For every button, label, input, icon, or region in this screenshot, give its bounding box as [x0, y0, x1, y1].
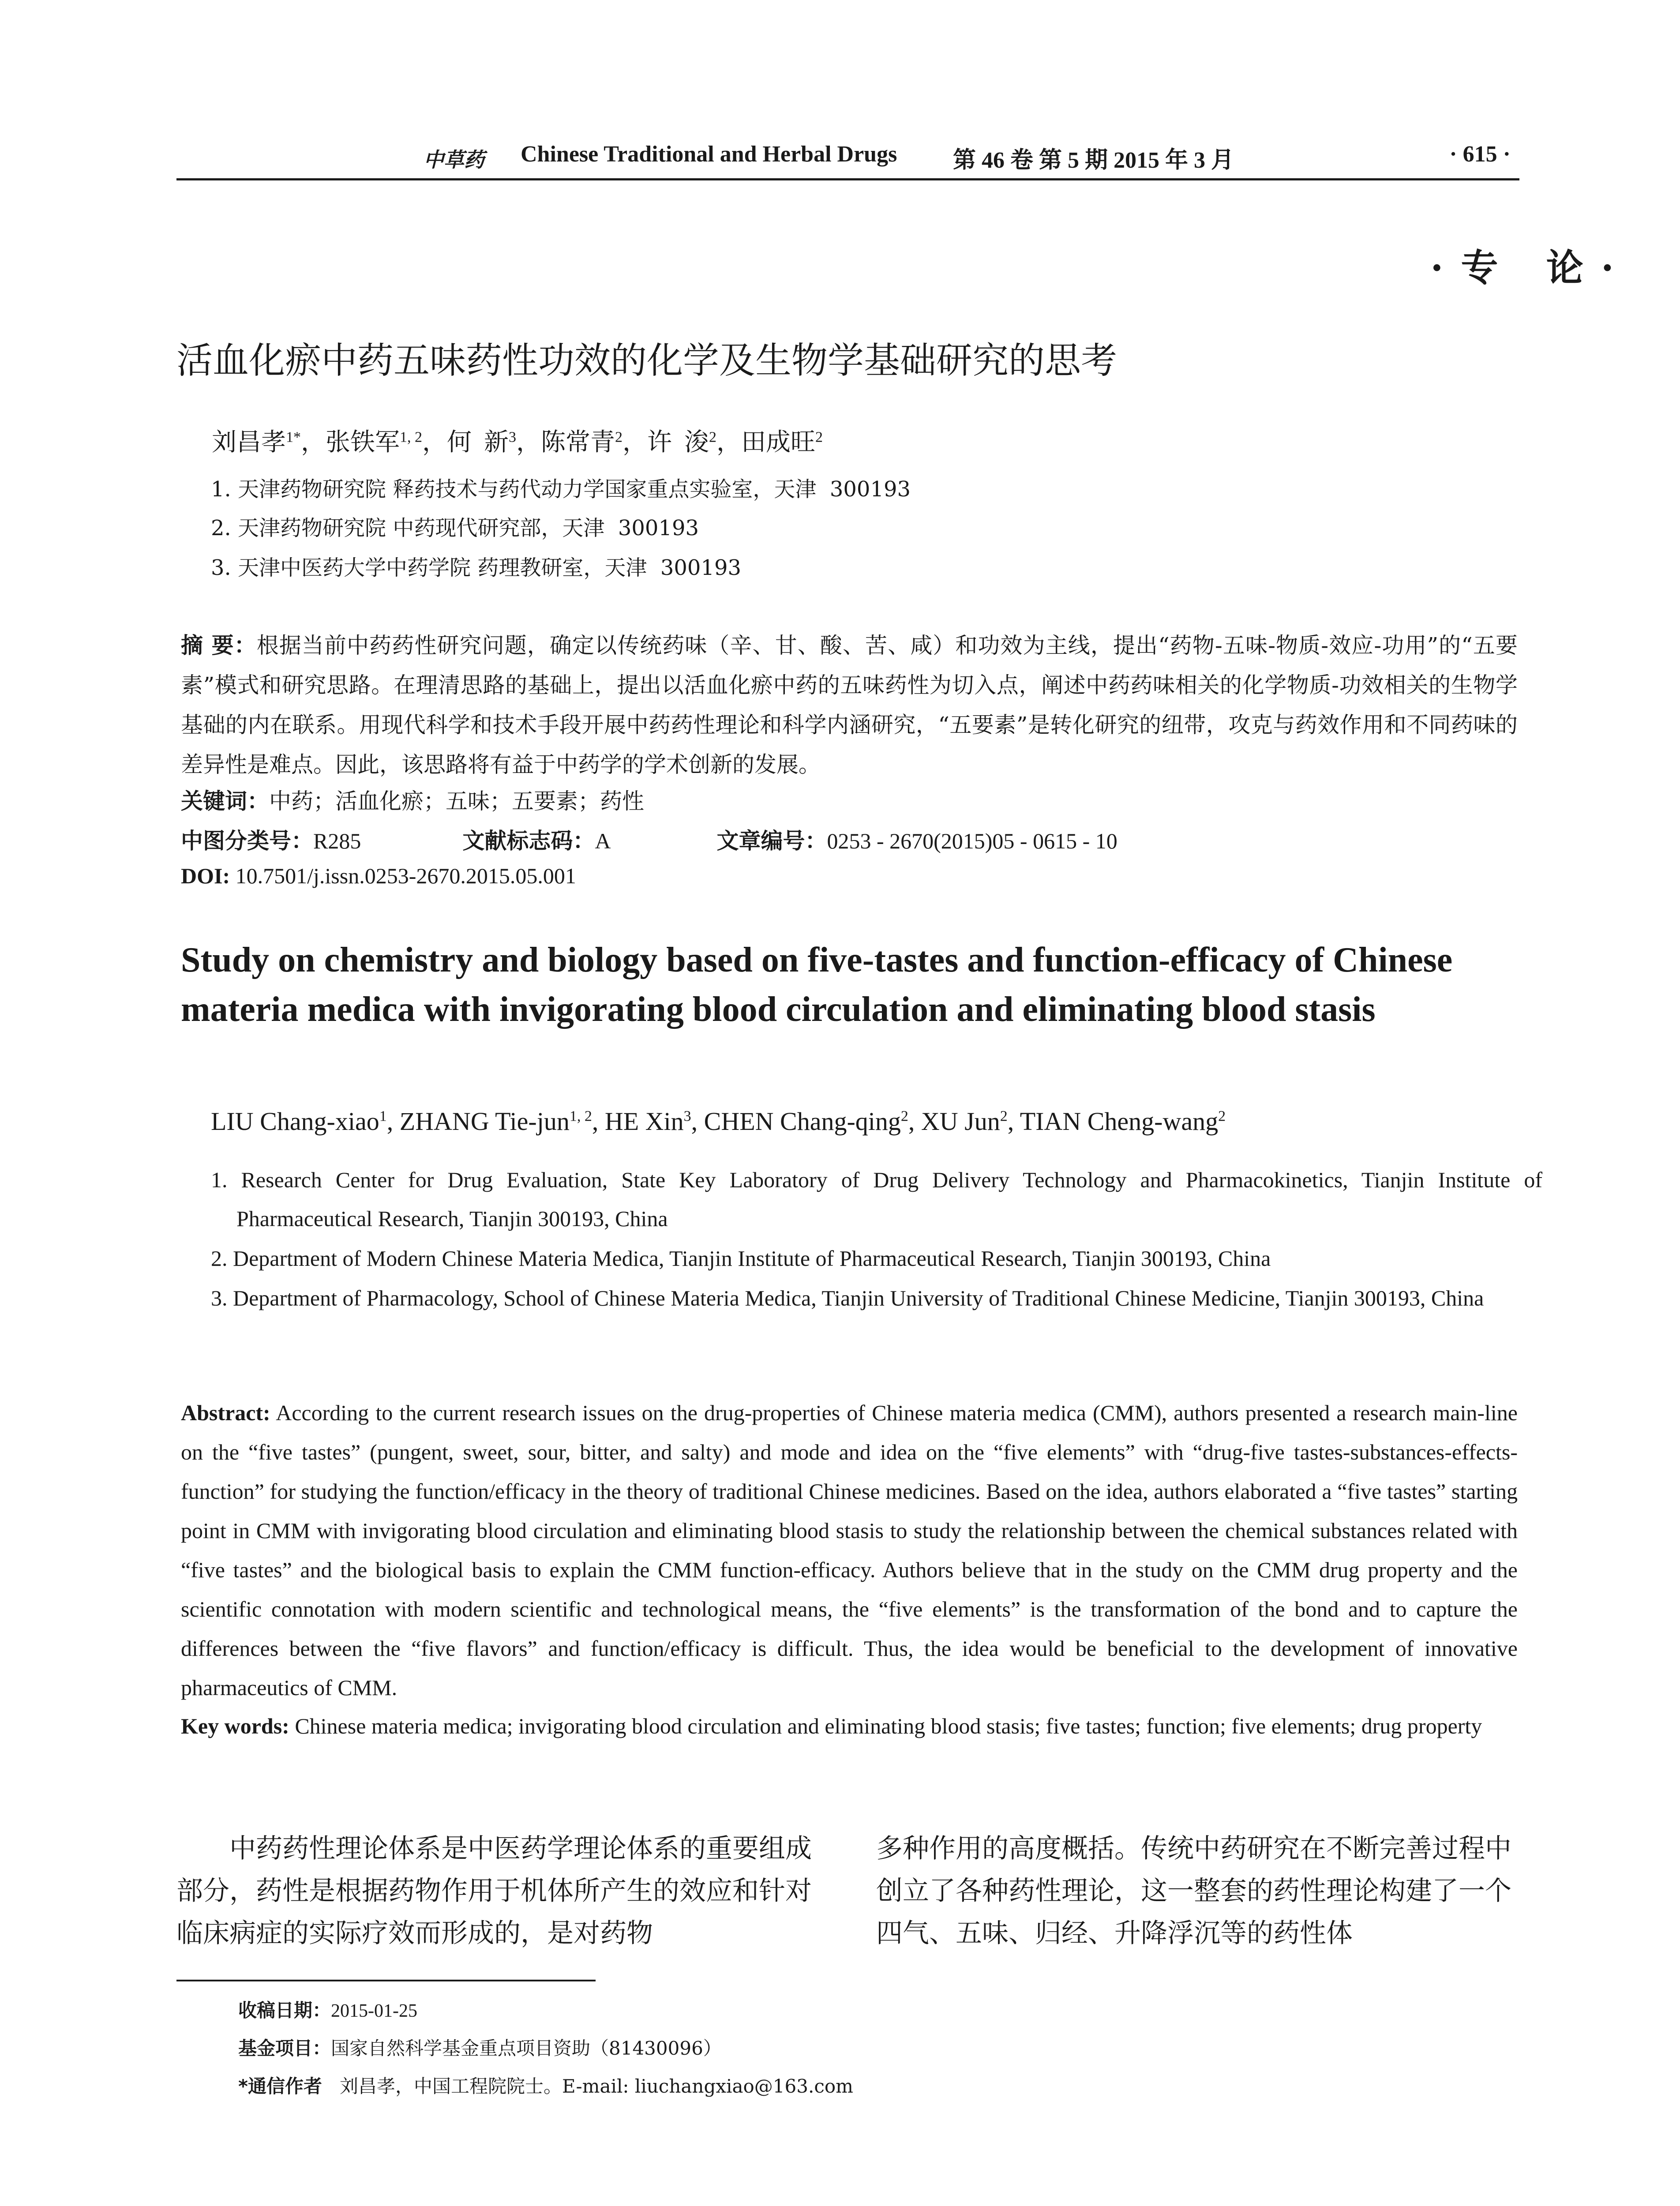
author-name: 许 浚 — [647, 429, 709, 456]
footnote-fund — [238, 2034, 722, 2060]
abstract-cn-text: 根据当前中药药性研究问题，确定以传统药味（辛、甘、酸、苦、咸）和功效为主线，提出“药物-五味-物质-效应-功用”的“五要素”模式和研究思路。在理清思路的基础上，提出以活血化瘀中药的五味药性为切入点，阐述中药药味相关的化学物质-功效相关的生物学基础的内在联系。用现代科学和技术手段开展中药药性理论和科学内涵研究，“五要素”是转化研究的纽带，攻克与药效作用和不同药味的差异性是难点。因此，该思路将有益于中药学的学术创新的发展。 — [181, 633, 1518, 777]
body-column-left: 中药药性理论体系是中医药学理论体系的重要组成部分，药性是根据药物作用于机体所产生的效应和针对临床病症的实际疗效而形成的，是对药物 — [176, 1834, 812, 1948]
abstract-en-text: According to the current research issues on the drug-properties of Chinese materia medica (CMM), authors presented a research main-line on the “five tastes” (pungent, sweet, sour, bitter, and salty) and mode and idea on the “five elements” with “drug-five tastes-substances-effects-function” for studying the function/efficacy in the theory of traditional Chinese medicines. Based on the idea, authors elaborated a “five tastes” starting point in CMM with invigorating blood circulation and eliminating blood stasis to study the relationship between the chemical substances related with “five tastes” and the biological basis to explain the CMM function-efficacy. Authors believe that in the study on the CMM drug property and the scientific connotation with modern scientific and technological means, the “five elements” is the transformation of the bond and to capture the differences between the “five flavors” and function/efficacy is difficult. Thus, the idea would be beneficial to the development of innovative pharmaceutics of CMM. — [181, 1400, 1518, 1700]
journal-name-en: Chinese Traditional and Herbal Drugs — [521, 142, 897, 167]
fund-label: 基金项目： — [238, 2037, 331, 2059]
received-date: 2015-01-25 — [331, 2001, 417, 2021]
keywords-en-text: Chinese materia medica; invigorating blood circulation and eliminating blood stasis; five tastes; function; five elements; drug property — [295, 1714, 1482, 1738]
author-name: 张铁军 — [326, 429, 400, 456]
fund-value: 国家自然科学基金重点项目资助（81430096） — [331, 2037, 722, 2059]
author-separator: , — [592, 1107, 605, 1136]
affiliation-cn-1: 1. 天津药物研究院 释药技术与药代动力学国家重点实验室，天津 300193 — [211, 477, 911, 502]
doc-code-label: 文献标志码： — [462, 828, 595, 854]
author-separator: , — [691, 1107, 704, 1136]
author-name: XU Jun — [921, 1107, 1000, 1136]
footnote-corresponding — [238, 2072, 853, 2098]
doi-row — [181, 863, 576, 889]
article-title-en: Study on chemistry and biology based on five-tastes and function-efficacy of Chinese materia medica with invigorating blood circulation and eliminating blood stasis — [181, 941, 1453, 1029]
author-separator: ， — [716, 429, 741, 456]
author-name: 刘昌孝 — [212, 429, 286, 456]
author-affiliation-mark: 3 — [683, 1108, 691, 1125]
corresponding-value: 刘昌孝，中国工程院院士。E-mail: liuchangxiao@163.com — [340, 2075, 853, 2097]
author-affiliation-mark: 1* — [286, 429, 301, 446]
author-name: ZHANG Tie-jun — [399, 1107, 570, 1136]
author-name: CHEN Chang-qing — [704, 1107, 901, 1136]
author-affiliation-mark: 2 — [1000, 1108, 1008, 1125]
author-separator: ， — [622, 429, 647, 456]
author-name: 田成旺 — [741, 429, 815, 456]
corresponding-label: *通信作者 — [238, 2075, 322, 2097]
running-header — [176, 138, 1519, 176]
doi-value: 10.7501/j.issn.0253-2670.2015.05.001 — [235, 863, 576, 888]
doc-code-value: A — [595, 829, 611, 853]
author-separator: , — [386, 1107, 400, 1136]
affiliation-cn-3: 3. 天津中医药大学中药学院 药理教研室，天津 300193 — [211, 555, 742, 580]
author-affiliation-mark: 2 — [615, 429, 622, 446]
author-separator: , — [1007, 1107, 1020, 1136]
keywords-cn — [181, 784, 644, 815]
body-column-right: 多种作用的高度概括。传统中药研究在不断完善过程中创立了各种药性理论，这一整套的药性理论构建了一个四气、五味、归经、升降浮沉等的药性体 — [876, 1834, 1511, 1948]
affiliation-en-2: 2. Department of Modern Chinese Materia Medica, Tianjin Institute of Pharmaceutical Research, Tianjin 300193, China — [211, 1246, 1271, 1271]
author-list-cn — [212, 423, 823, 458]
abstract-en-label: Abstract: — [181, 1400, 270, 1425]
author-affiliation-mark: 1 — [379, 1108, 387, 1125]
author-affiliation-mark: 2 — [815, 429, 823, 446]
author-affiliation-mark: 1, 2 — [400, 429, 422, 446]
abstract-cn — [181, 626, 1518, 784]
keywords-cn-text: 中药；活血化瘀；五味；五要素；药性 — [269, 788, 644, 814]
issue-info: 第 46 卷 第 5 期 2015 年 3 月 — [953, 148, 1234, 173]
author-affiliation-mark: 2 — [709, 429, 716, 446]
author-separator: ， — [516, 429, 541, 456]
journal-name-cn: 中草药 — [424, 149, 484, 171]
author-name: 何 新 — [447, 429, 509, 456]
keywords-en-label: Key words: — [181, 1714, 289, 1738]
affiliation-en-1: 1. Research Center for Drug Evaluation, State Key Laboratory of Drug Delivery Technology and Pharmacokinetics, Tianjin Institute of Pharmaceutical Research, Tianjin 300193, China — [211, 1167, 1542, 1231]
clc-value: R285 — [313, 829, 361, 853]
author-affiliation-mark: 2 — [900, 1108, 908, 1125]
article-title-cn: 活血化瘀中药五味药性功效的化学及生物学基础研究的思考 — [176, 340, 1118, 382]
section-label: ·专 论· — [1430, 246, 1631, 289]
author-list-en — [211, 1107, 1226, 1136]
keywords-en — [181, 1707, 1518, 1746]
article-number-label: 文章编号： — [716, 828, 827, 854]
author-name: HE Xin — [604, 1107, 684, 1136]
author-affiliation-mark: 2 — [1218, 1108, 1226, 1125]
author-separator: ， — [422, 429, 447, 456]
header-rule — [176, 178, 1519, 180]
author-separator: , — [908, 1107, 921, 1136]
author-name: LIU Chang-xiao — [211, 1107, 379, 1136]
affiliation-en-3: 3. Department of Pharmacology, School of Chinese Materia Medica, Tianjin University of Traditional Chinese Medicine, Tianjin 300193, China — [211, 1286, 1484, 1310]
page-number: · 615 · — [1449, 142, 1511, 167]
affiliation-cn-2: 2. 天津药物研究院 中药现代研究部，天津 300193 — [211, 516, 699, 540]
author-affiliation-mark: 1, 2 — [569, 1108, 592, 1125]
footnote-rule — [176, 1980, 596, 1981]
classification-row — [181, 823, 1118, 855]
abstract-en — [181, 1393, 1518, 1707]
author-separator: ， — [301, 429, 326, 456]
author-name: TIAN Cheng-wang — [1020, 1107, 1219, 1136]
footnote-received — [238, 1996, 417, 2022]
author-affiliation-mark: 3 — [509, 429, 516, 446]
doi-label: DOI: — [181, 863, 230, 888]
author-name: 陈常青 — [541, 429, 615, 456]
clc-label: 中图分类号： — [181, 828, 313, 854]
abstract-cn-label: 摘 要： — [181, 633, 257, 658]
article-number-value: 0253 - 2670(2015)05 - 0615 - 10 — [827, 829, 1118, 853]
received-label: 收稿日期： — [238, 2000, 331, 2021]
keywords-cn-label: 关键词： — [181, 788, 269, 814]
